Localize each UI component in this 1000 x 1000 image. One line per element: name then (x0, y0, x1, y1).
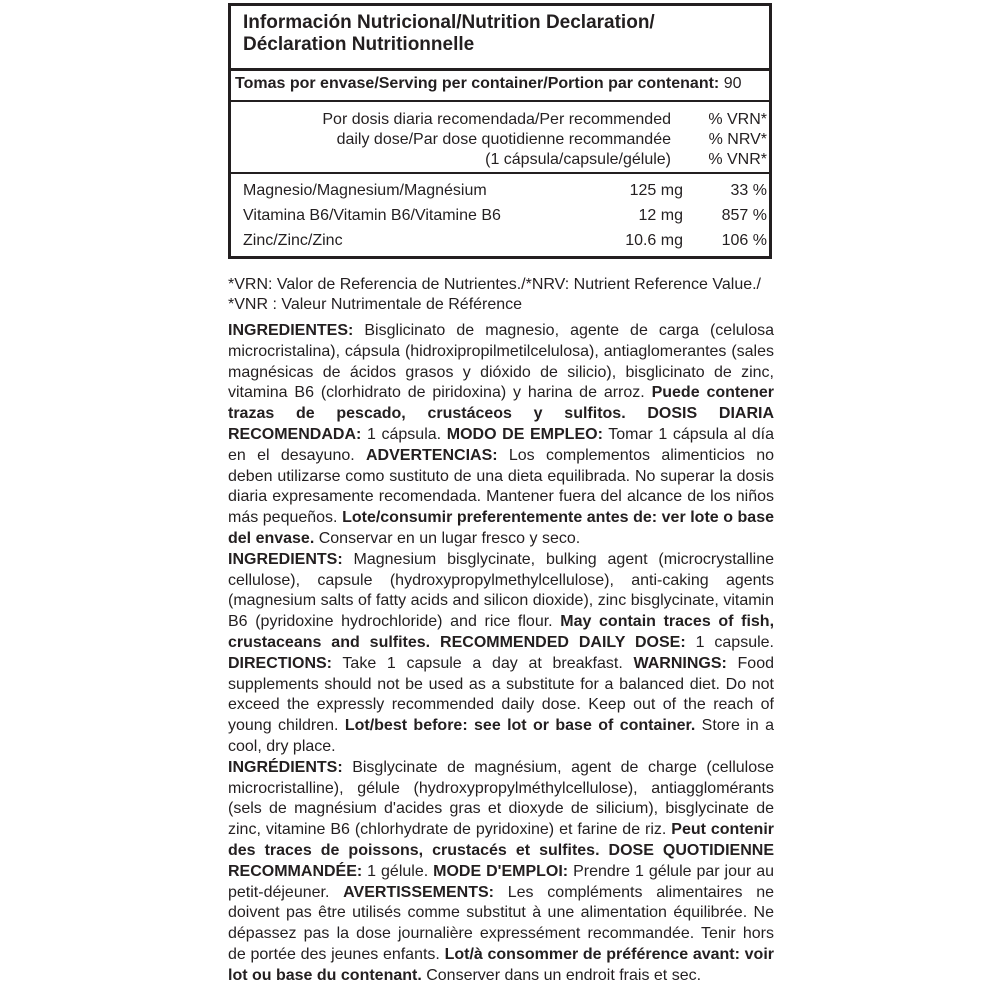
serving-value: 90 (723, 75, 742, 92)
dose-header-line: (1 cápsula/capsule/gélule) (485, 151, 671, 168)
reference-header-line: % NRV* (708, 131, 767, 148)
nutrient-amount: 10.6 mg (625, 232, 683, 249)
dose-text-es: 1 cápsula. (361, 425, 447, 443)
nutrient-percent: 33 % (730, 182, 767, 199)
nutrition-panel (228, 3, 772, 259)
dose-header-line: Por dosis diaria recomendada/Per recommended (322, 111, 671, 128)
allergen-fr: Peut contenir des traces de poissons, crustacés et sulfites. DOSE QUOTIDIENNE RECOMMANDÉE: (228, 821, 775, 880)
warnings-text-en: Food supplements should not be used as a substitute for a balanced diet. Do not exceed the expressly recommended daily dose. Keep out of the reach of young children. (228, 654, 774, 735)
directions-text-fr: Prendre 1 gélule par jour au petit-déjeuner. (228, 862, 774, 901)
dose-text-fr: 1 gélule. (362, 862, 434, 880)
nutrient-percent: 857 % (721, 207, 767, 224)
label-text-body (228, 321, 774, 987)
directions-label-en: DIRECTIONS: (228, 654, 332, 672)
thick-divider (231, 68, 769, 71)
directions-label-es: MODO DE EMPLEO: (446, 425, 603, 443)
divider (231, 172, 769, 174)
directions-text-es: Tomar 1 cápsula al día en el desayuno. (228, 425, 775, 464)
nutrient-amount: 125 mg (629, 182, 683, 199)
english-section (228, 550, 774, 758)
serving-row (235, 72, 765, 96)
french-section (228, 758, 774, 987)
storage-text-en: Store in a cool, dry place. (228, 717, 774, 755)
title-line-1: Información Nutricional/Nutrition Declaration/ (243, 12, 655, 33)
ingredients-text-es: Bisglicinato de magnesio, agente de carga (celulosa microcristalina), cápsula (hidroxipropilmetilcelulosa), antiaglomerantes (sales magnésicas de ácidos grasos y dióxido de silicio), bisglicinato de zinc, vitamina B6 (clorhidrato de piridoxina) y harina de arroz. (228, 322, 774, 402)
footnote-line-2: *VNR : Valeur Nutrimentale de Référence (228, 296, 523, 313)
allergen-es: Puede contener trazas de pescado, crustáceos y sulfitos. DOSIS DIARIA RECOMENDADA: (228, 384, 775, 443)
ingredients-label-es: INGREDIENTES: (228, 322, 354, 339)
nutrient-name: Magnesio/Magnesium/Magnésium (243, 182, 487, 199)
reference-header-line: % VNR* (708, 151, 767, 168)
warnings-label-en: WARNINGS: (633, 654, 727, 672)
dose-text-en: 1 capsule. (685, 633, 774, 651)
warnings-text-es: Los complementos alimenticios no deben utilizarse como sustituto de una dieta equilibrada. No superar la dosis diaria expresamente recomendada. Mantener fuera del alcance de los niños más pequeños. (228, 446, 774, 527)
dose-header (251, 110, 671, 170)
storage-text-es: Conservar en un lugar fresco y seco. (314, 529, 581, 547)
allergen-en: May contain traces of fish, crustaceans and sulfites. RECOMMENDED DAILY DOSE: (228, 613, 775, 651)
warnings-label-es: ADVERTENCIAS: (366, 446, 498, 464)
warnings-label-fr: AVERTISSEMENTS: (343, 883, 494, 901)
nutrient-name: Vitamina B6/Vitamin B6/Vitamine B6 (243, 207, 501, 224)
storage-text-fr: Conserver dans un endroit frais et sec. (421, 966, 702, 984)
reference-footnote (228, 275, 778, 315)
ingredients-label-fr: INGRÉDIENTS: (228, 758, 343, 776)
reference-header (681, 110, 767, 170)
nutrient-amount: 12 mg (638, 207, 683, 224)
nutrient-row (243, 229, 769, 253)
lot-label-fr: Lot/à consommer de préférence avant: voir lot ou base du contenant. (228, 945, 774, 984)
nutrient-row (243, 179, 769, 203)
nutrient-percent: 106 % (721, 232, 767, 249)
footnote-line-1: *VRN: Valor de Referencia de Nutrientes./*NRV: Nutrient Reference Value./ (228, 276, 761, 293)
divider (231, 100, 769, 102)
reference-header-line: % VRN* (708, 111, 767, 128)
serving-label: Tomas por envase/Serving per container/Portion par contenant: (235, 75, 720, 92)
lot-label-en: Lot/best before: see lot or base of container. (344, 717, 696, 735)
directions-text-en: Take 1 capsule a day at breakfast. (332, 654, 634, 672)
ingredients-label-en: INGREDIENTS: (228, 550, 343, 568)
ingredients-text-fr: Bisglycinate de magnésium, agent de charge (cellulose microcristalline), gélule (hydroxypropylméthylcellulose), antiagglomérants (sels de magnésium d'acides gras et dioxyde de silicium), bisglycinate de zinc, vitamine B6 (chlorhydrate de pyridoxine) et farine de riz. (228, 758, 774, 839)
lot-label-es: Lote/consumir preferentemente antes de: ver lote o base del envase. (228, 509, 775, 547)
title-line-2: Déclaration Nutritionnelle (243, 34, 475, 55)
spanish-section (228, 321, 774, 550)
panel-title (243, 12, 763, 56)
nutrient-row (243, 204, 769, 228)
ingredients-text-en: Magnesium bisglycinate, bulking agent (microcrystalline cellulose), capsule (hydroxypropylmethylcellulose), anti-caking agents (magnesium salts of fatty acids and silicon dioxide), zinc bisglycinate, vitamin B6 (pyridoxine hydrochloride) and rice flour. (228, 550, 774, 631)
directions-label-fr: MODE D'EMPLOI: (433, 862, 569, 880)
dose-header-line: daily dose/Par dose quotidienne recommandée (336, 131, 671, 148)
warnings-text-fr: Les compléments alimentaires ne doivent pas être utilisés comme substitut à une alimentation équilibrée. Ne dépassez pas la dose journalière expressément recommandée. Tenir hors de portée des jeunes enfants. (228, 883, 775, 963)
nutrient-name: Zinc/Zinc/Zinc (243, 232, 343, 249)
